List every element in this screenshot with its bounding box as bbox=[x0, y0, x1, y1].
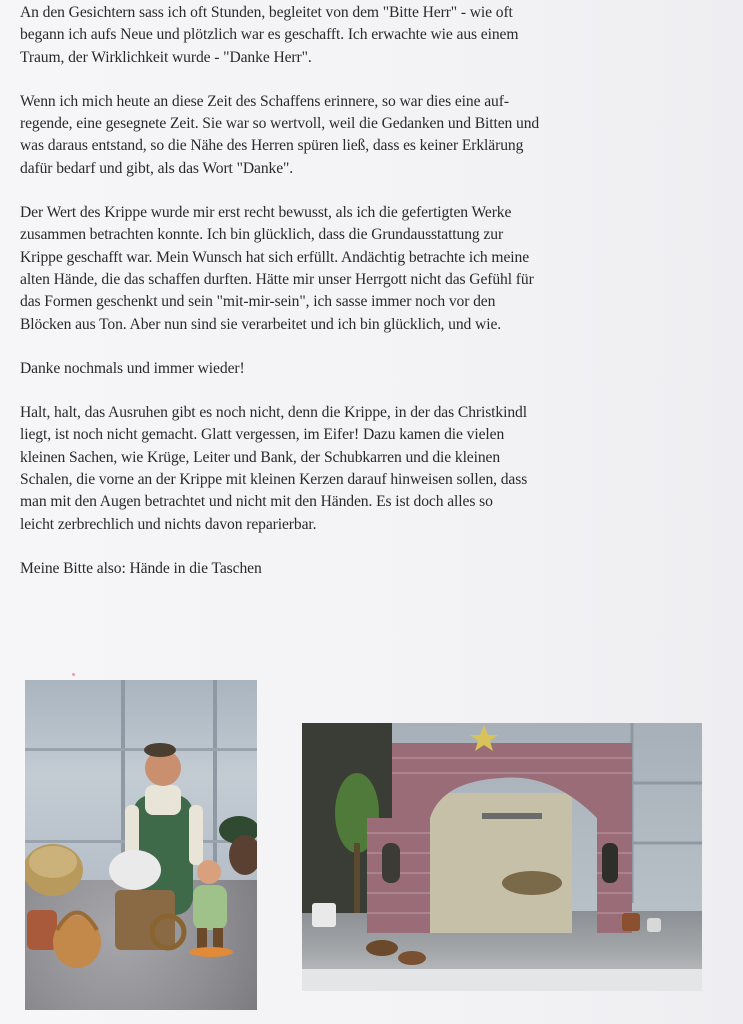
stable-illustration bbox=[302, 723, 702, 991]
paragraph-1: An den Gesichtern sass ich oft Stunden, begleitet von dem "Bitte Herr" - wie oft begann ich aufs Neue und plötzlich war es geschafft. Ich erwachte wie aus einem Traum, der Wirklichkeit wurde - "Danke Herr". bbox=[20, 4, 519, 66]
photo-figures bbox=[25, 680, 257, 1010]
paragraph-3: Der Wert des Krippe wurde mir erst recht bewusst, als ich die gefertigten Werke zusammen betrachten konnte. Ich bin glücklich, dass die Grundausstattung zur Krippe geschafft war. Mein Wunsch hat sich erfüllt. Andächtig betrachte ich meine alten Hände, die das schaffen durften. Hätte mir unser Herrgott nicht das Gefühl für das Formen geschenkt und sein "mit-mir-sein", ich sasse immer noch vor den Blöcken aus Ton. Aber nun sind sie verarbeitet und ich bin glücklich, und wie. bbox=[20, 204, 534, 333]
figures-illustration bbox=[25, 680, 257, 1010]
paragraph-4: Danke nochmals und immer wieder! bbox=[20, 359, 245, 377]
photo-stable bbox=[302, 723, 702, 991]
paragraph-6: Meine Bitte also: Hände in die Taschen bbox=[20, 559, 262, 577]
paragraph-5: Halt, halt, das Ausruhen gibt es noch nicht, denn die Krippe, in der das Christkindl liegt, ist noch nicht gemacht. Glatt vergessen, im Eifer! Dazu kamen die vielen kleinen Sachen, wie Krüge, Leiter und Bank, der Schubkarren und die kleinen Schalen, die vorne an der Krippe mit kleinen Kerzen darauf hinweisen sollen, dass man mit den Augen betrachtet und nicht mit den Händen. Es ist doch alles so leicht zerbrechlich und nichts davon reparierbar. bbox=[20, 404, 528, 533]
paragraph-2: Wenn ich mich heute an diese Zeit des Schaffens erinnere, so war dies eine auf- regende, eine gesegnete Zeit. Sie war so wertvoll, weil die Gedanken und Bitten und was daraus entstand, so die Nähe des Herren spüren ließ, dass es keiner Erklärung dafür bedarf und gibt, als das Wort "Danke". bbox=[20, 92, 540, 177]
letter-text bbox=[20, 2, 720, 602]
scan-speck bbox=[72, 673, 75, 676]
